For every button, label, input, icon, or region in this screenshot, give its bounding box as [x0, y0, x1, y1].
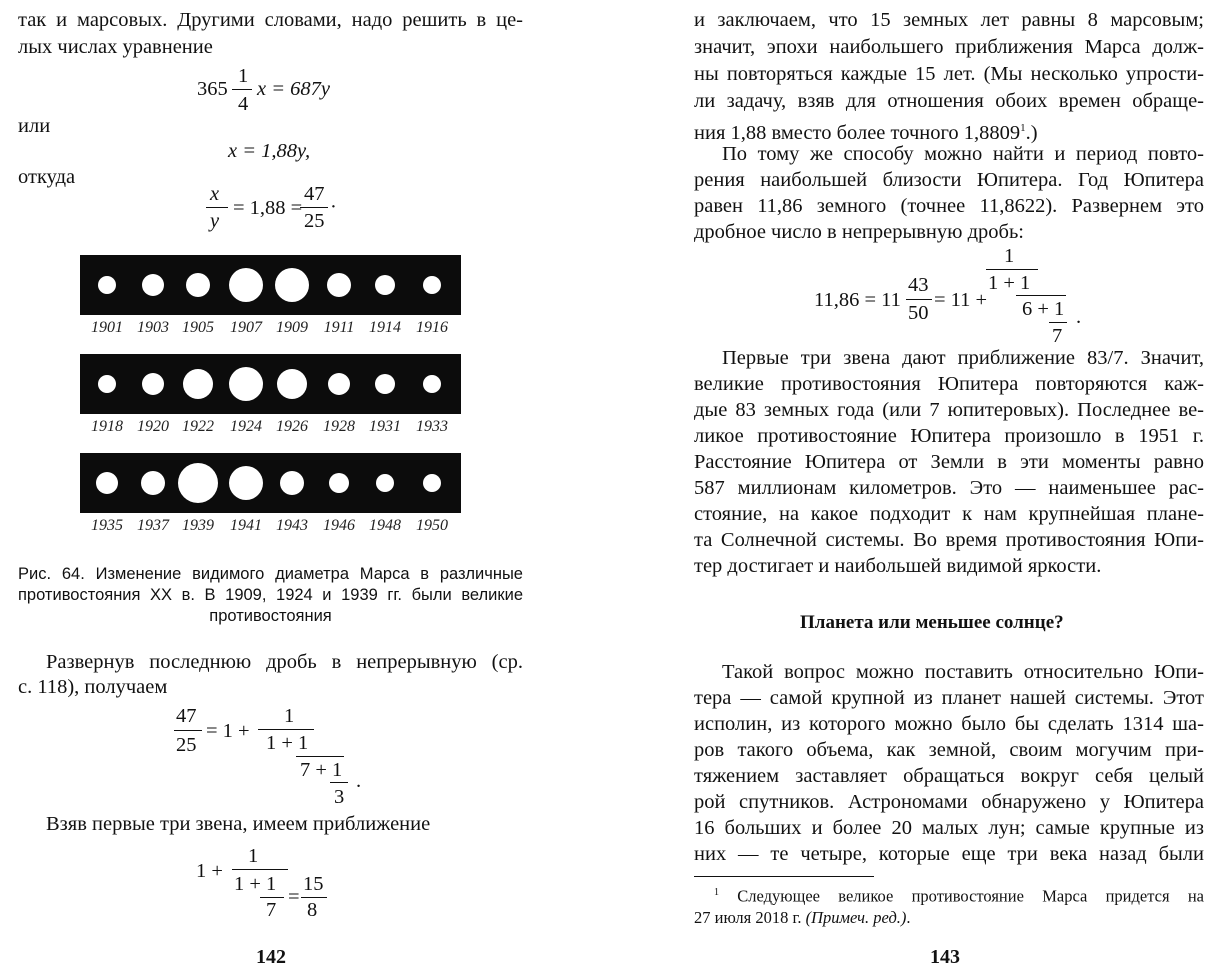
- mars-disc: [186, 273, 210, 297]
- year-label: 1937: [137, 517, 169, 534]
- text-line: тера — самой крупной из планет нашей системы. Этот: [694, 687, 1204, 709]
- footnote: [694, 882, 1204, 928]
- year-label: 1948: [369, 517, 401, 534]
- text-line: 16 больших и более 20 малых лун; самые крупные из: [694, 817, 1204, 839]
- text-line: стояние, на какое подходит к нам крупнейшая плане-: [694, 503, 1204, 525]
- year-label: 1941: [230, 517, 262, 534]
- mars-disc: [229, 367, 263, 401]
- text-line: них — те четыре, которые еще три века назад были: [694, 843, 1204, 865]
- year-label: 1918: [91, 418, 123, 435]
- year-label: 1943: [276, 517, 308, 534]
- mars-disc: [328, 373, 350, 395]
- mars-disc: [423, 375, 441, 393]
- text-line: 587 миллионам километров. Это — наименьшее рас-: [694, 477, 1204, 499]
- year-label: 1905: [182, 319, 214, 336]
- year-label: 1933: [416, 418, 448, 435]
- text-line: и заключаем, что 15 земных лет равны 8 марсовым;: [694, 9, 1204, 31]
- year-label: 1901: [91, 319, 123, 336]
- text-line: По тому же способу можно найти и период повто-: [722, 143, 1204, 165]
- mars-disc: [375, 374, 395, 394]
- mars-disc: [96, 472, 118, 494]
- footnote-line: $^1$ Следующее великое противостояние Марса придется на: [714, 886, 1204, 906]
- text-line: дые 83 земных года (или 7 юпитеровых). Последнее ве-: [694, 399, 1204, 421]
- text-line: или: [18, 115, 51, 137]
- text-line: с. 118), получаем: [18, 676, 168, 698]
- equation-2: x = 1,88y,: [228, 140, 311, 162]
- year-label: 1939: [182, 517, 214, 534]
- text-line: тяжением заставляет обращаться вокруг себя целый: [694, 765, 1204, 787]
- text-line: тер достигает и наибольшей видимой яркости.: [694, 555, 1102, 577]
- text-line: Первые три звена дают приближение 83/7. Значит,: [722, 347, 1204, 369]
- year-label: 1922: [182, 418, 214, 435]
- year-label: 1935: [91, 517, 123, 534]
- year-label: 1920: [137, 418, 169, 435]
- text-line: равен 11,86 земного (точнее 11,8622). Развернем это: [694, 195, 1204, 217]
- text-line: значит, эпохи наибольшего приближения Марса долж-: [694, 36, 1204, 58]
- mars-disc: [280, 471, 304, 495]
- text-line: исполин, из которого можно было бы сделать 1314 ша-: [694, 713, 1204, 735]
- text-line: рой спутников. Астрономами обнаружено у Юпитера: [694, 791, 1204, 813]
- mars-disc: [275, 268, 309, 302]
- text-line: ликое противостояние Юпитера произошло в 1951 г.: [694, 425, 1204, 447]
- text-line: откуда: [18, 166, 76, 188]
- text-line: так и марсовых. Другими словами, надо решить в це-: [18, 9, 523, 31]
- mars-disc: [229, 268, 263, 302]
- text-line: великие противостояния Юпитера повторяются каж-: [694, 373, 1204, 395]
- section-heading: Планета или меньшее солнце?: [800, 612, 1064, 633]
- mars-disc: [277, 369, 307, 399]
- year-label: 1907: [230, 319, 262, 336]
- page-number: 143: [930, 946, 960, 968]
- year-label: 1903: [137, 319, 169, 336]
- text-line: ров такого объема, как земной, своим могучим при-: [694, 739, 1204, 761]
- year-label: 1926: [276, 418, 308, 435]
- year-label: 1914: [369, 319, 401, 336]
- year-label: 1916: [416, 319, 448, 336]
- year-label: 1946: [323, 517, 355, 534]
- figure-caption: Рис. 64. Изменение видимого диаметра Марса в различные противостояния XX в. В 1909, 1924 и 1939 гг. были великие противостояния: [18, 565, 523, 625]
- footnote-line: 27 июля 2018 г. (Примеч. ред.).: [694, 907, 911, 927]
- text-line: ли задачу, взяв для отношения обоих времен обраще-: [694, 90, 1204, 112]
- figure-strip: [80, 354, 461, 414]
- mars-disc: [229, 466, 263, 500]
- text-line: Расстояние Юпитера от Земли в эти моменты равно: [694, 451, 1204, 473]
- mars-disc: [142, 274, 164, 296]
- mars-disc: [98, 276, 116, 294]
- mars-disc: [329, 473, 349, 493]
- year-label: 1928: [323, 418, 355, 435]
- mars-disc: [98, 375, 116, 393]
- figure-strip: [80, 255, 461, 315]
- mars-disc: [142, 373, 164, 395]
- text-line: Развернув последнюю дробь в непрерывную (ср.: [46, 651, 523, 673]
- year-label: 1909: [276, 319, 308, 336]
- year-label: 1950: [416, 517, 448, 534]
- footnote-reference: 1: [1020, 122, 1026, 134]
- year-label: 1924: [230, 418, 262, 435]
- footnote-divider: [694, 876, 874, 877]
- mars-disc: [327, 273, 351, 297]
- text-line: Такой вопрос можно поставить относительно Юпи-: [722, 661, 1204, 683]
- text-line: рения наибольшей близости Юпитера. Год Юпитера: [694, 169, 1204, 191]
- page-number: 142: [256, 946, 286, 968]
- year-label: 1931: [369, 418, 401, 435]
- mars-disc: [423, 276, 441, 294]
- text-line: дробное число в непрерывную дробь:: [694, 221, 1025, 243]
- left-page: так и марсовых. Другими словами, надо решить в це- лых числах уравнение 365 1 4 x = 687y или x = 1,88y, откуда x y = 1,88 = 47 25 · 1901 1903 1905 1907 1909 1911 1914 1916 1918 1920 1922 1924 1926 1928 1931 1933 1935 1937 1939 1941 1943 1946 1948 1950 Рис. 64. Изменение видимого диаметра Марса в различные противостояния XX в. В 1909, 1924 и 1939 гг. были великие противостояния Развернув последнюю дробь в непрерывную (ср. с. 118), получаем 47 25 = 1 + 1 1 + 1 7 + 1 3 . Взяв первые три звена, имеем приближение 1 + 1 1 + 1 7 = 15 8 142: [18, 9, 523, 968]
- text-line: ния 1,88 вместо более точного 1,8809$^1$.): [694, 121, 1038, 144]
- text-line: Взяв первые три звена, имеем приближение: [46, 813, 431, 835]
- mars-disc: [183, 369, 213, 399]
- text-line: лых числах уравнение: [18, 36, 213, 58]
- year-label: 1911: [323, 319, 355, 336]
- text-line: ны повторяться каждые 15 лет. (Мы несколько упрости-: [694, 63, 1204, 85]
- mars-disc: [178, 463, 218, 503]
- text-line: та Солнечной системы. Во время противостояния Юпи-: [694, 529, 1204, 551]
- mars-disc: [376, 474, 394, 492]
- right-page: и заключаем, что 15 земных лет равны 8 марсовым; значит, эпохи наибольшего приближения Марса долж- ны повторяться каждые 15 лет. (Мы несколько упрости- ли задачу, взяв для отношения обоих времен обраще- ния 1,88 вместо более точного 1,8809$^1$.) По тому же способу можно найти и период повто- рения наибольшей близости Юпитера. Год Юпитера равен 11,86 земного (точнее 11,8622). Развернем это дробное число в непрерывную дробь: 11,86 = 11 43 50 = 11 + 1 1 + 1 6 + 1 7 . Первые три звена дают приближение 83/7. Значит, великие противостояния Юпитера повторяются каж- дые 83 земных года (или 7 юпитеровых). Последнее ве- ликое противостояние Юпитера произошло в 1951 г. Расстояние Юпитера от Земли в эти моменты равно 587 миллионам километров. Это — наименьшее рас- стояние, на какое подходит к нам крупнейшая плане- та Солнечной системы. Во время противостояния Юпи- тер достигает и наибольшей видимой яркости. Планета или меньшее солнце? Такой вопрос можно поставить относительно Юпи- тера — самой крупной из планет нашей системы. Этот исполин, из которого можно было бы сделать 1314 ша- ров такого объема, как земной, своим могучим при- тяжением заставляет обращаться вокруг себя целый рой спутников. Астрономами обнаружено у Юпитера 16 больших и более 20 малых лун; самые крупные из них — те четыре, которые еще три века назад были $^1$ Следующее великое противостояние Марса придется на 27 июля 2018 г. (Примеч. ред.). 143: [694, 9, 1204, 968]
- mars-disc: [423, 474, 441, 492]
- mars-disc: [141, 471, 165, 495]
- mars-disc: [375, 275, 395, 295]
- figure-strip: [80, 453, 461, 513]
